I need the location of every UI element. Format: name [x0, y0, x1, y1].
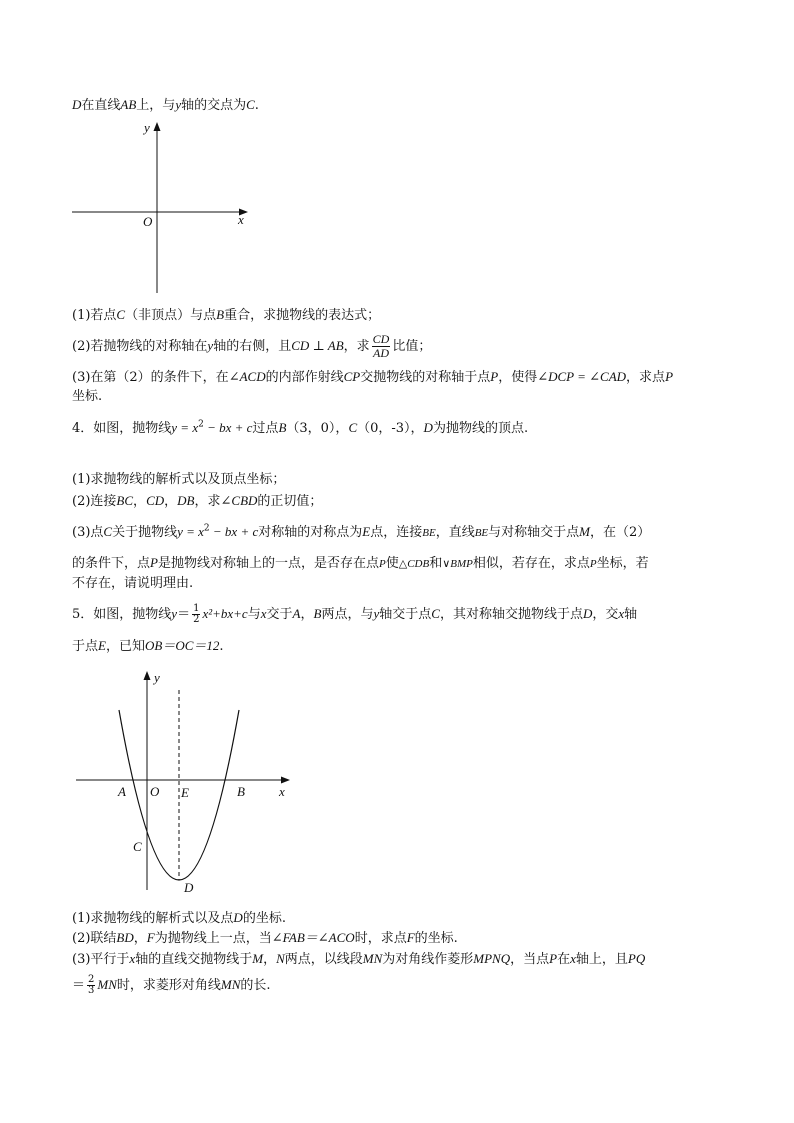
- point-c-label: C: [133, 839, 142, 854]
- p5-q3-line1: (3)平行于x轴的直线交抛物线于M，N两点，以线段MN为对角线作菱形MPNQ，当点P在x轴上，且PQ: [72, 951, 646, 967]
- p5-statement-line2: 于点E，已知OB＝OC＝12.: [72, 638, 224, 654]
- p4-q3-line1: (3)点C关于抛物线$y = x^2$ − bx + c对称轴的对称点为E点，连接BE，直线BE与对称轴交于点M，在（2）: [72, 523, 651, 540]
- origin-label: O: [143, 214, 153, 229]
- p3-intro: D在直线AB上，与y轴的交点为C.: [72, 97, 259, 113]
- y-axis-label: y: [144, 120, 150, 135]
- two-thirds-fraction: $\frac{2}{3}$: [88, 974, 95, 996]
- point-a-label: A: [118, 784, 126, 799]
- p3-q3-line2: 坐标.: [72, 389, 103, 404]
- p3-q3-line1: (3)在第（2）的条件下，在∠ACD的内部作射线CP交抛物线的对称轴于点P，使得∠DCP = ∠CAD，求点P: [72, 369, 674, 385]
- p5-q1: (1)求抛物线的解析式以及点D的坐标.: [72, 910, 286, 926]
- p4-q1: (1)求抛物线的解析式以及顶点坐标；: [72, 472, 286, 487]
- x-axis-label: x: [238, 212, 244, 227]
- y-axis-arrow: [144, 671, 151, 680]
- p3-q1: (1)若点C（非顶点）与点B重合，求抛物线的表达式；: [72, 307, 381, 323]
- point-e-label: E: [181, 785, 189, 800]
- cd-over-ad-fraction: $\frac{CD}{AD}$: [372, 332, 390, 360]
- origin-label: O: [150, 784, 160, 799]
- p5-q3-line2: ＝ $\frac{2}{3}$ MN时，求菱形对角线MN的长.: [72, 974, 271, 996]
- p4-q3-line3: 不存在，请说明理由.: [72, 576, 194, 591]
- y-axis-label: y: [154, 670, 160, 685]
- one-half-fraction: $\frac{1}{2}$: [193, 603, 200, 625]
- x-axis-arrow: [281, 777, 290, 784]
- x-axis-label: x: [279, 784, 285, 799]
- p4-q3-line2: 的条件下，点P是抛物线对称轴上的一点，是否存在点P使△CDB和∨BMP相似，若存在，求点P坐标，若: [72, 555, 649, 571]
- p4-statement: 4．如图，抛物线$y = x^2$ − bx + c过点B（3，0），C（0，-3），D为抛物线的顶点.: [72, 419, 529, 436]
- p5-statement-line1: 5．如图，抛物线y＝ $\frac{1}{2}$ x²+bx+c与x交于A，B两点，与y轴交于点C，其对称轴交抛物线于点D，交x轴: [72, 603, 638, 625]
- p3-q2: (2)若抛物线的对称轴在y轴的右侧，且CD ⊥ AB，求 $\frac{CD}{AD}$ 比值；: [72, 332, 432, 360]
- point-b-label: B: [237, 784, 245, 799]
- p4-q2: (2)连接BC，CD，DB，求∠CBD的正切值；: [72, 493, 323, 509]
- point-d-label: D: [184, 880, 194, 895]
- p5-q2: (2)联结BD，F为抛物线上一点，当∠FAB＝∠ACO时，求点F的坐标.: [72, 930, 458, 946]
